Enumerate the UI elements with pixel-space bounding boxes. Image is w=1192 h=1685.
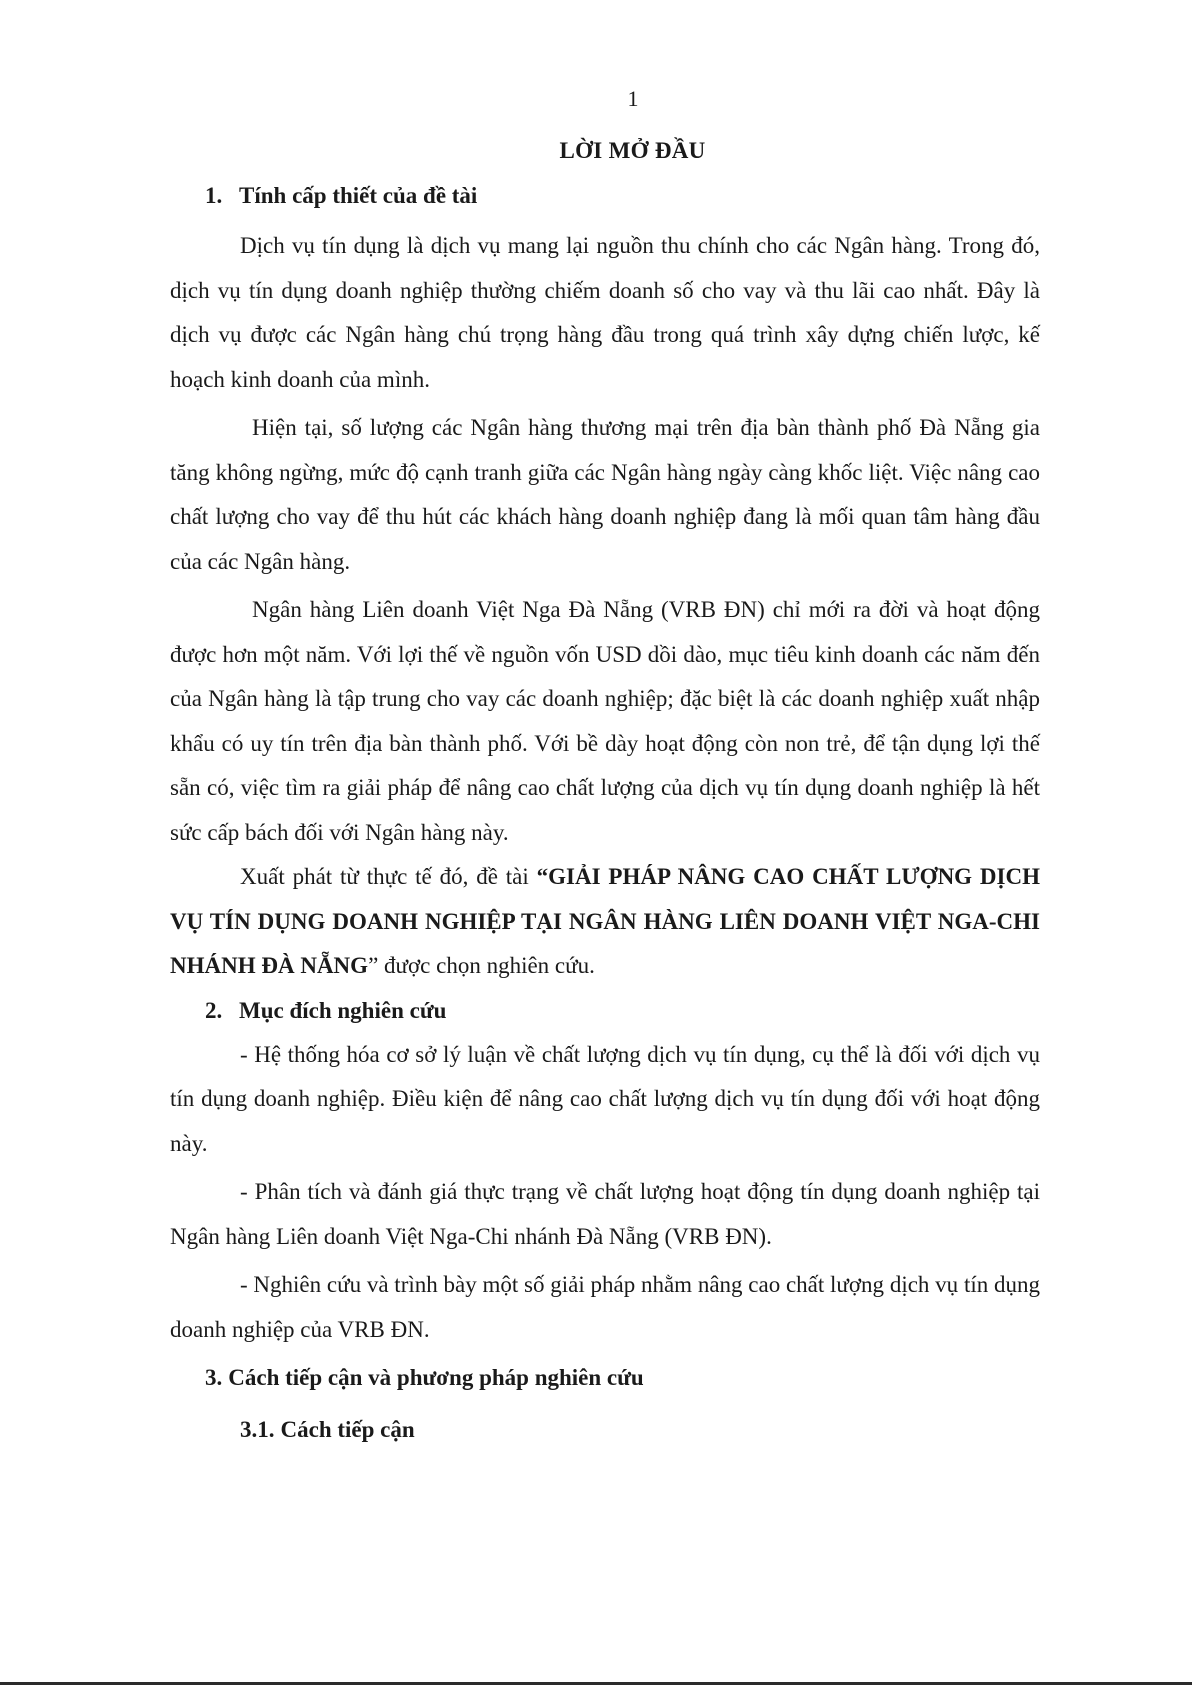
- document-title: LỜI MỞ ĐẦU: [559, 138, 706, 163]
- section-2-item-1: - Hệ thống hóa cơ sở lý luận về chất lượng dịch vụ tín dụng, cụ thể là đối với dịch vụ tín dụng doanh nghiệp. Điều kiện để nâng cao chất lượng dịch vụ tín dụng đối với hoạt động này.: [170, 1041, 1040, 1156]
- page-content: [170, 138, 1040, 1452]
- topic-intro-text: Xuất phát từ thực tế đó, đề tài: [240, 864, 537, 889]
- section-1-paragraph-3: Ngân hàng Liên doanh Việt Nga Đà Nẵng (VRB ĐN) chỉ mới ra đời và hoạt động được hơn một năm. Với lợi thế về nguồn vốn USD dồi dào, mục tiêu kinh doanh các năm đến của Ngân hàng là tập trung cho vay các doanh nghiệp; đặc biệt là các doanh nghiệp xuất nhập khẩu có uy tín trên địa bàn thành phố. Với bề dày hoạt động còn non trẻ, để tận dụng lợi thế sẵn có, việc tìm ra giải pháp để nâng cao chất lượng của dịch vụ tín dụng doanh nghiệp là hết sức cấp bách đối với Ngân hàng này.: [170, 597, 1040, 845]
- topic-outro-text: ” được chọn nghiên cứu.: [368, 953, 595, 978]
- section-2-item-2: - Phân tích và đánh giá thực trạng về chất lượng hoạt động tín dụng doanh nghiệp tại Ngân hàng Liên doanh Việt Nga-Chi nhánh Đà Nẵng (VRB ĐN).: [170, 1179, 1040, 1249]
- section-3-title: Cách tiếp cận và phương pháp nghiên cứu: [228, 1365, 644, 1390]
- section-2-number: 2.: [205, 997, 223, 1023]
- page-number: 1: [627, 86, 639, 111]
- section-3-heading: [170, 1356, 1040, 1400]
- topic-title-text: “GIẢI PHÁP NÂNG CAO CHẤT LƯỢNG DỊCH VỤ TÍN DỤNG DOANH NGHIỆP TẠI NGÂN HÀNG LIÊN DOANH VIỆT NGA-CHI NHÁNH ĐÀ NẴNG: [170, 864, 1040, 978]
- section-2-heading: [170, 989, 1040, 1033]
- section-2-item-3: - Nghiên cứu và trình bày một số giải pháp nhằm nâng cao chất lượng dịch vụ tín dụng doanh nghiệp của VRB ĐN.: [170, 1272, 1040, 1342]
- section-1-paragraph-2: Hiện tại, số lượng các Ngân hàng thương mại trên địa bàn thành phố Đà Nẵng gia tăng không ngừng, mức độ cạnh tranh giữa các Ngân hàng ngày càng khốc liệt. Việc nâng cao chất lượng cho vay để thu hút các khách hàng doanh nghiệp đang là mối quan tâm hàng đầu của các Ngân hàng.: [170, 415, 1040, 574]
- section-1-paragraph-1: Dịch vụ tín dụng là dịch vụ mang lại nguồn thu chính cho các Ngân hàng. Trong đó, dịch vụ tín dụng doanh nghiệp thường chiếm doanh số cho vay và thu lãi cao nhất. Đây là dịch vụ được các Ngân hàng chú trọng hàng đầu trong quá trình xây dựng chiến lược, kế hoạch kinh doanh của mình.: [170, 233, 1040, 392]
- section-1-paragraph-4: [170, 855, 1040, 989]
- section-2-title: Mục đích nghiên cứu: [239, 997, 447, 1023]
- section-1-title: Tính cấp thiết của đề tài: [239, 183, 478, 208]
- section-3-number: 3.: [205, 1365, 223, 1390]
- section-1-heading: [170, 174, 1040, 218]
- section-3-1-title: Cách tiếp cận: [280, 1417, 415, 1442]
- section-1-number: 1.: [205, 183, 223, 208]
- section-3-1-heading: [170, 1408, 1040, 1452]
- section-3-1-number: 3.1.: [240, 1417, 275, 1442]
